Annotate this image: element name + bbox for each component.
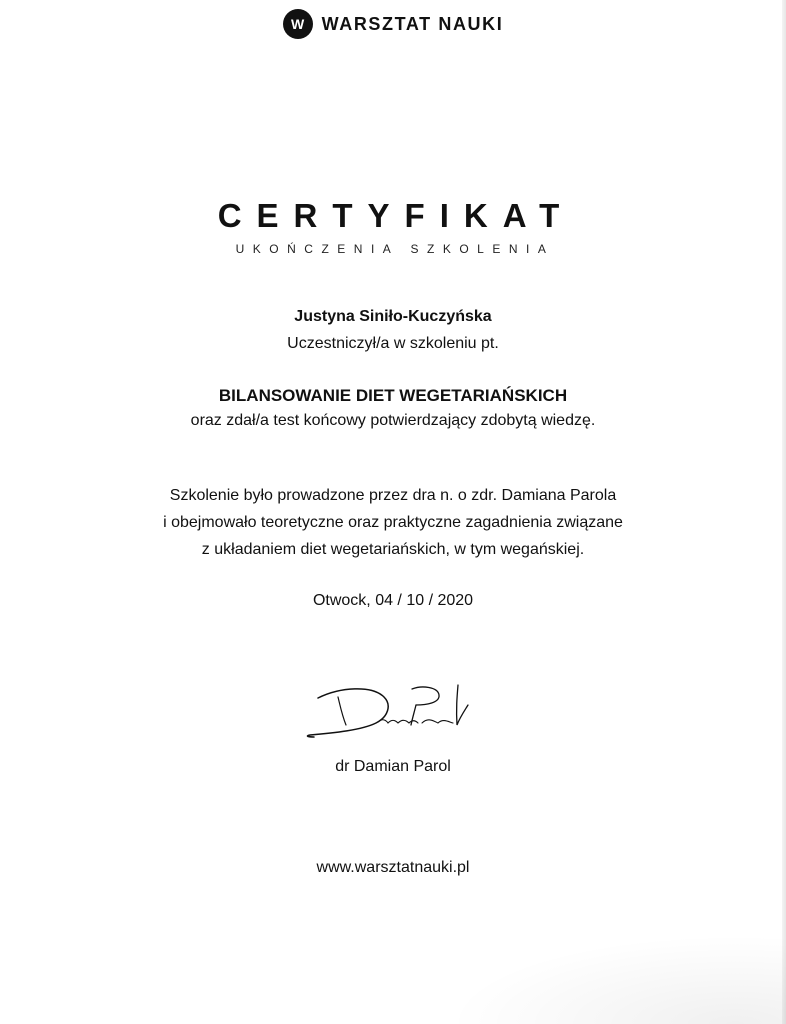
participant-name: Justyna Siniło-Kuczyńska xyxy=(294,308,492,325)
course-title: BILANSOWANIE DIET WEGETARIAŃSKICH xyxy=(218,386,568,405)
brand-logo-text: WARSZTAT NAUKI xyxy=(321,13,504,34)
description-line-3: z układaniem diet wegetariańskich, w tym wegańskiej. xyxy=(201,541,585,558)
brand-logo-mark: W xyxy=(283,9,313,39)
handwritten-signature xyxy=(300,675,485,745)
description-line-2: i obejmowało teoretyczne oraz praktyczne zagadnienia związane xyxy=(163,514,623,531)
brand-logo xyxy=(0,8,786,40)
page-right-edge xyxy=(782,0,786,1024)
certificate-subtitle: UKOŃCZENIA SZKOLENIA xyxy=(235,242,555,256)
signer-name: dr Damian Parol xyxy=(335,758,451,775)
page-shadow xyxy=(446,934,786,1024)
description-line-1: Szkolenie było prowadzone przez dra n. o zdr. Damiana Parola xyxy=(169,487,617,504)
participation-text: Uczestniczył/a w szkoleniu pt. xyxy=(287,335,499,352)
passed-test-text: oraz zdał/a test końcowy potwierdzający zdobytą wiedzę. xyxy=(190,412,596,429)
certificate-title: CERTYFIKAT xyxy=(217,197,575,234)
website-link[interactable]: www.warsztatnauki.pl xyxy=(316,859,470,876)
place-and-date: Otwock, 04 / 10 / 2020 xyxy=(312,592,474,609)
